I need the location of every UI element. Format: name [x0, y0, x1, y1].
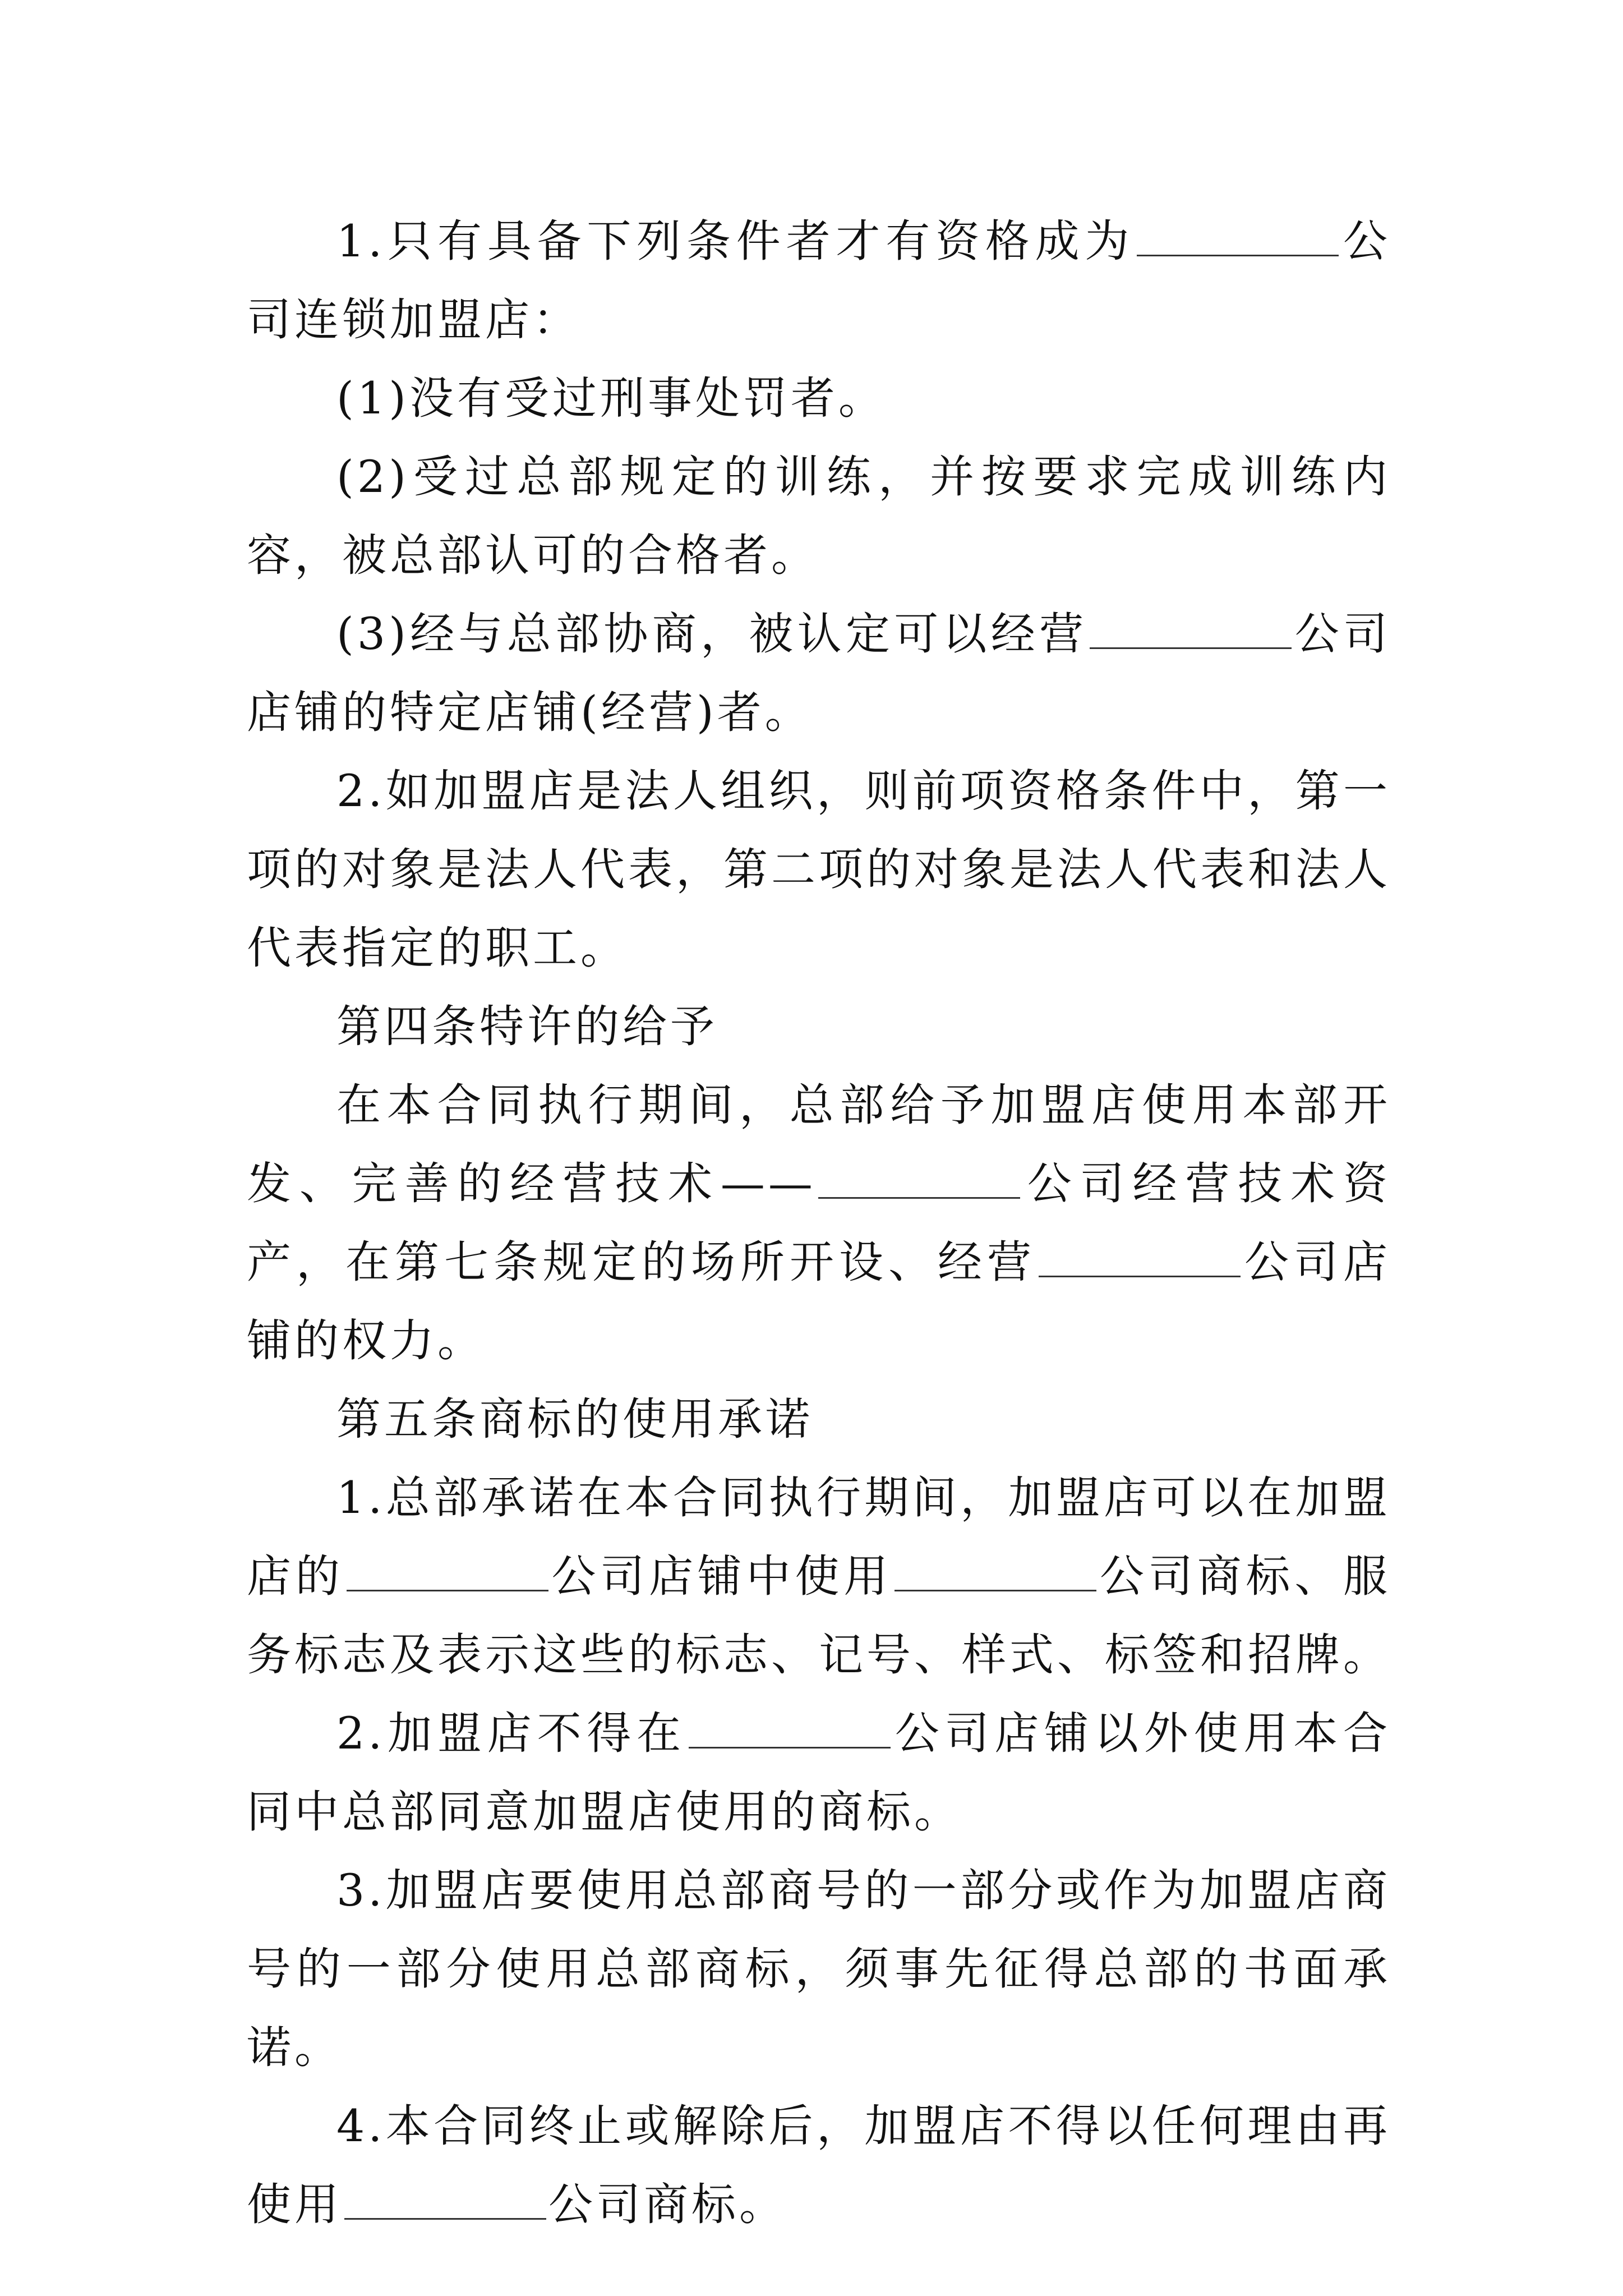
paragraph: [247, 2087, 1391, 2244]
text-segment: 1.只有具备下列条件者才有资格成为: [336, 215, 1135, 267]
fill-in-blank: [1137, 215, 1339, 256]
text-segment: 公司商标、服务标志及表示这些的标志、记号、样式、标签和招牌。: [247, 1550, 1391, 1681]
text-segment: 第四条特许的给予: [336, 1001, 718, 1052]
paragraph: [247, 1066, 1391, 1380]
text-segment: 公司商标。: [548, 2179, 787, 2230]
text-segment: 在本合同执行期间，总部给予加盟店使用本部开发、完善的经营技术——: [247, 1079, 1391, 1209]
text-segment: 2.加盟店不得在: [336, 1708, 686, 1759]
text-segment: (1)没有受过刑事处罚者。: [336, 372, 886, 424]
text-segment: 公司店铺的特定店铺(经营)者。: [247, 608, 1391, 738]
document-page: [247, 202, 1391, 2244]
paragraph: [247, 1694, 1391, 1851]
text-segment: 公司店铺的权力。: [247, 1236, 1391, 1366]
text-segment: 公司店铺中使用: [550, 1550, 893, 1602]
fill-in-blank: [1039, 1236, 1241, 1277]
paragraph: [247, 359, 1391, 438]
text-segment: 2.如加盟店是法人组织，则前项资格条件中，第一项的对象是法人代表，第二项的对象是法人代表和法人代表指定的职工。: [247, 765, 1391, 974]
text-segment: 公司店铺以外使用本合同中总部同意加盟店使用的商标。: [247, 1708, 1391, 1838]
text-segment: 1.总部承诺在本合同执行期间，加盟店可以在加盟店的: [247, 1472, 1391, 1602]
section-heading: [247, 1380, 1391, 1458]
fill-in-blank: [895, 1550, 1096, 1591]
text-segment: (3)经与总部协商，被认定可以经营: [336, 608, 1088, 660]
paragraph: [247, 595, 1391, 752]
text-segment: 公司经营技术资产，在第七条规定的场所开设、经营: [247, 1158, 1391, 1288]
paragraph: [247, 752, 1391, 987]
text-segment: 公司连锁加盟店：: [247, 215, 1391, 346]
text-segment: 4.本合同终止或解除后，加盟店不得以任何理由再使用: [247, 2100, 1391, 2230]
fill-in-blank: [689, 1707, 891, 1749]
text-segment: (2)受过总部规定的训练，并按要求完成训练内容，被总部认可的合格者。: [247, 451, 1391, 581]
fill-in-blank: [347, 1550, 548, 1591]
text-segment: 3.加盟店要使用总部商号的一部分或作为加盟店商号的一部分使用总部商标，须事先征得总部的书面承诺。: [247, 1865, 1391, 2073]
fill-in-blank: [1090, 608, 1292, 649]
paragraph: [247, 438, 1391, 595]
paragraph: [247, 202, 1391, 359]
fill-in-blank: [344, 2178, 546, 2220]
text-segment: 第五条商标的使用承诺: [336, 1393, 813, 1445]
fill-in-blank: [818, 1157, 1020, 1199]
paragraph: [247, 1851, 1391, 2087]
section-heading: [247, 987, 1391, 1066]
paragraph: [247, 1458, 1391, 1694]
